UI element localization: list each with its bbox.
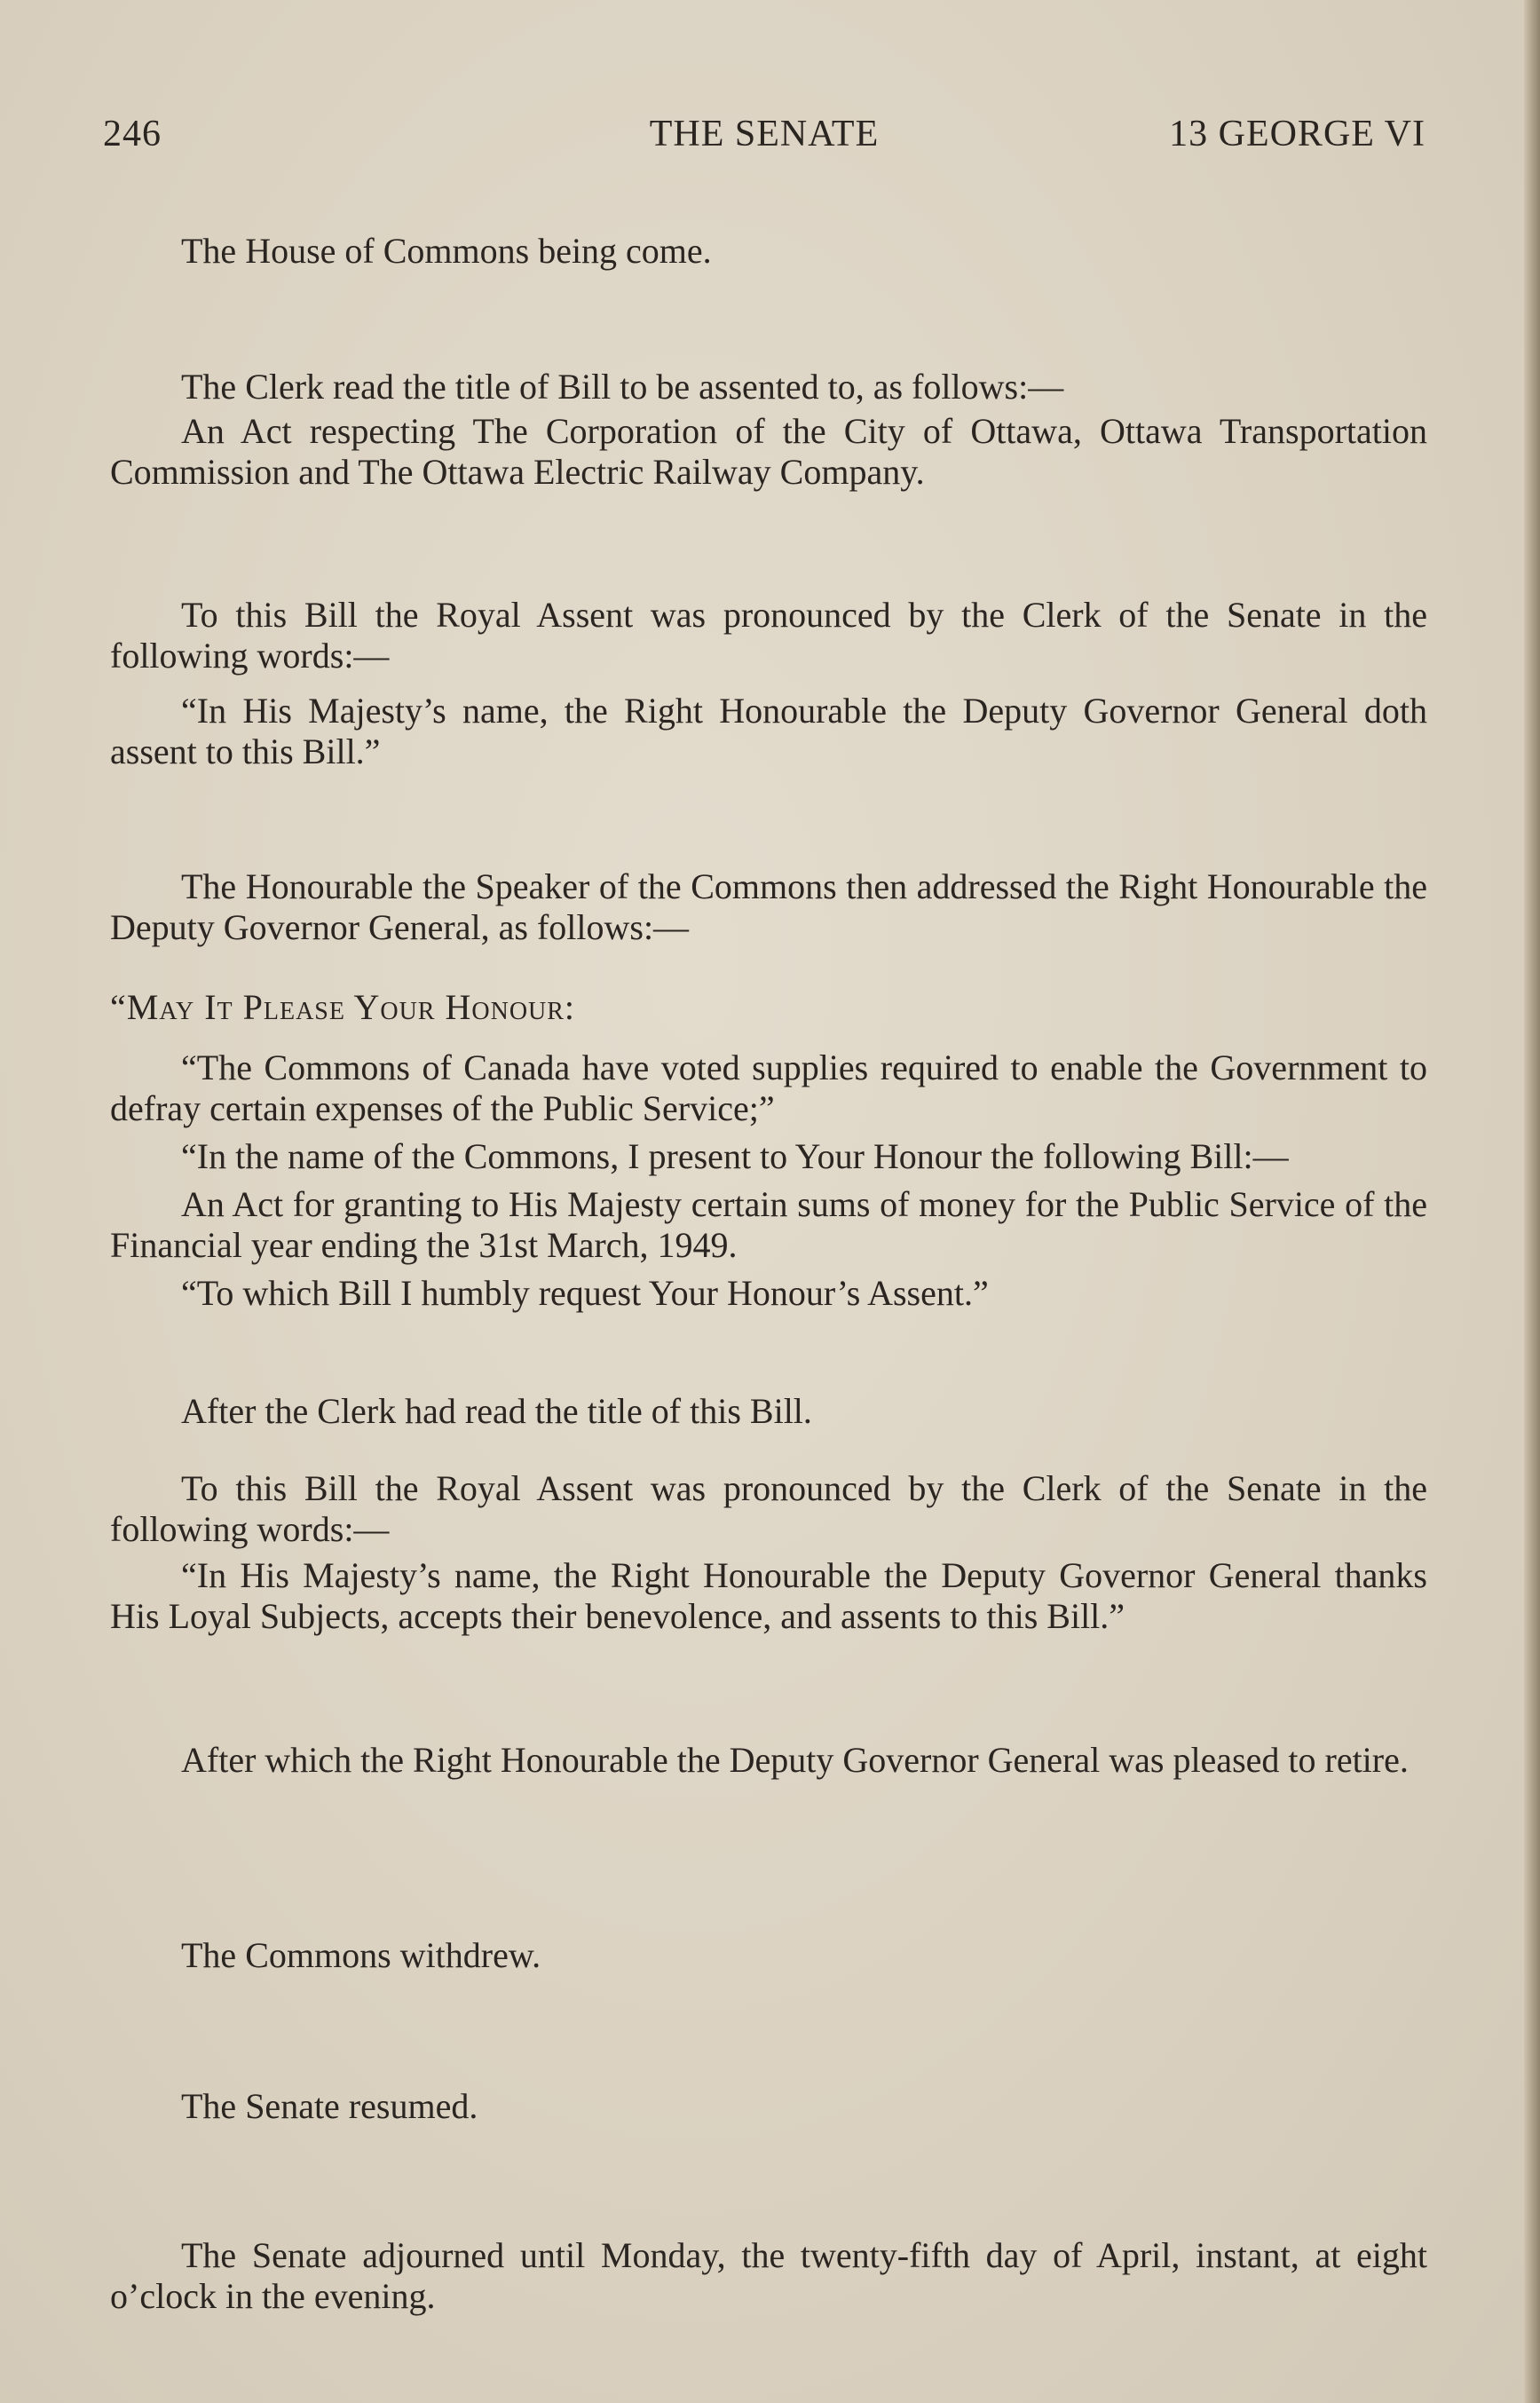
- paragraph-text: The Honourable the Speaker of the Commons then addressed the Right Honourable the Deputy Governor General, as follows:—: [110, 866, 1427, 947]
- paragraph-text: After which the Right Honourable the Deputy Governor General was pleased to retire.: [181, 1740, 1409, 1780]
- paragraph-adjourned: [110, 2235, 1427, 2317]
- paragraph-royal-assent: [110, 595, 1427, 772]
- paragraph-text: The House of Commons being come.: [181, 231, 712, 271]
- paragraph-commons-address: [110, 1047, 1427, 1314]
- paragraph-text: The Senate resumed.: [181, 2086, 478, 2126]
- address-salutation: [110, 987, 1427, 1028]
- paragraph-text: The Clerk read the title of Bill to be assented to, as follows:—: [181, 367, 1064, 407]
- assent-quote: “In His Majesty’s name, the Right Honourable the Deputy Governor General thanks His Loyal Subjects, accepts their benevolence, and assents to this Bill.”: [110, 1555, 1427, 1636]
- paragraph-text: “In the name of the Commons, I present to Your Honour the following Bill:—: [181, 1136, 1289, 1176]
- paragraph-text: The Commons withdrew.: [181, 1935, 541, 1975]
- paragraph-text: To this Bill the Royal Assent was pronounced by the Clerk of the Senate in the following words:—: [110, 595, 1427, 676]
- paragraph-senate-resumed: [110, 2086, 1427, 2127]
- page-number: 246: [103, 114, 162, 154]
- running-head: [103, 114, 1425, 163]
- paragraph-speaker-address: [110, 866, 1427, 948]
- paragraph-retire: [110, 1740, 1427, 1781]
- running-title: THE SENATE: [649, 114, 880, 154]
- bill-title: An Act respecting The Corporation of the City of Ottawa, Ottawa Transportation Commission and The Ottawa Electric Railway Company.: [110, 411, 1427, 492]
- salutation-text: “May It Please Your Honour:: [110, 987, 576, 1027]
- paragraph-text: “To which Bill I humbly request Your Honour’s Assent.”: [181, 1273, 989, 1313]
- paragraph-commons-withdrew: [110, 1935, 1427, 1976]
- paragraph-text: After the Clerk had read the title of this Bill.: [181, 1391, 812, 1431]
- paragraph-after-clerk: [110, 1391, 1427, 1432]
- paragraph-royal-assent-2: [110, 1468, 1427, 1637]
- assent-quote: “In His Majesty’s name, the Right Honourable the Deputy Governor General doth assent to this Bill.”: [110, 691, 1427, 771]
- bill-title: An Act for granting to His Majesty certain sums of money for the Public Service of the Financial year ending the 31st March, 1949.: [110, 1184, 1427, 1265]
- page-edge: [1524, 0, 1540, 2403]
- paragraph-text: To this Bill the Royal Assent was pronounced by the Clerk of the Senate in the following words:—: [110, 1468, 1427, 1549]
- paragraph-commons-come: [110, 231, 1427, 272]
- paragraph-text: “The Commons of Canada have voted supplies required to enable the Government to defray certain expenses of the Public Service;”: [110, 1047, 1427, 1128]
- paragraph-clerk-title: [110, 367, 1427, 493]
- paragraph-text: The Senate adjourned until Monday, the twenty-fifth day of April, instant, at eight o’clock in the evening.: [110, 2235, 1427, 2316]
- regnal-year: 13 GEORGE VI: [1169, 114, 1425, 154]
